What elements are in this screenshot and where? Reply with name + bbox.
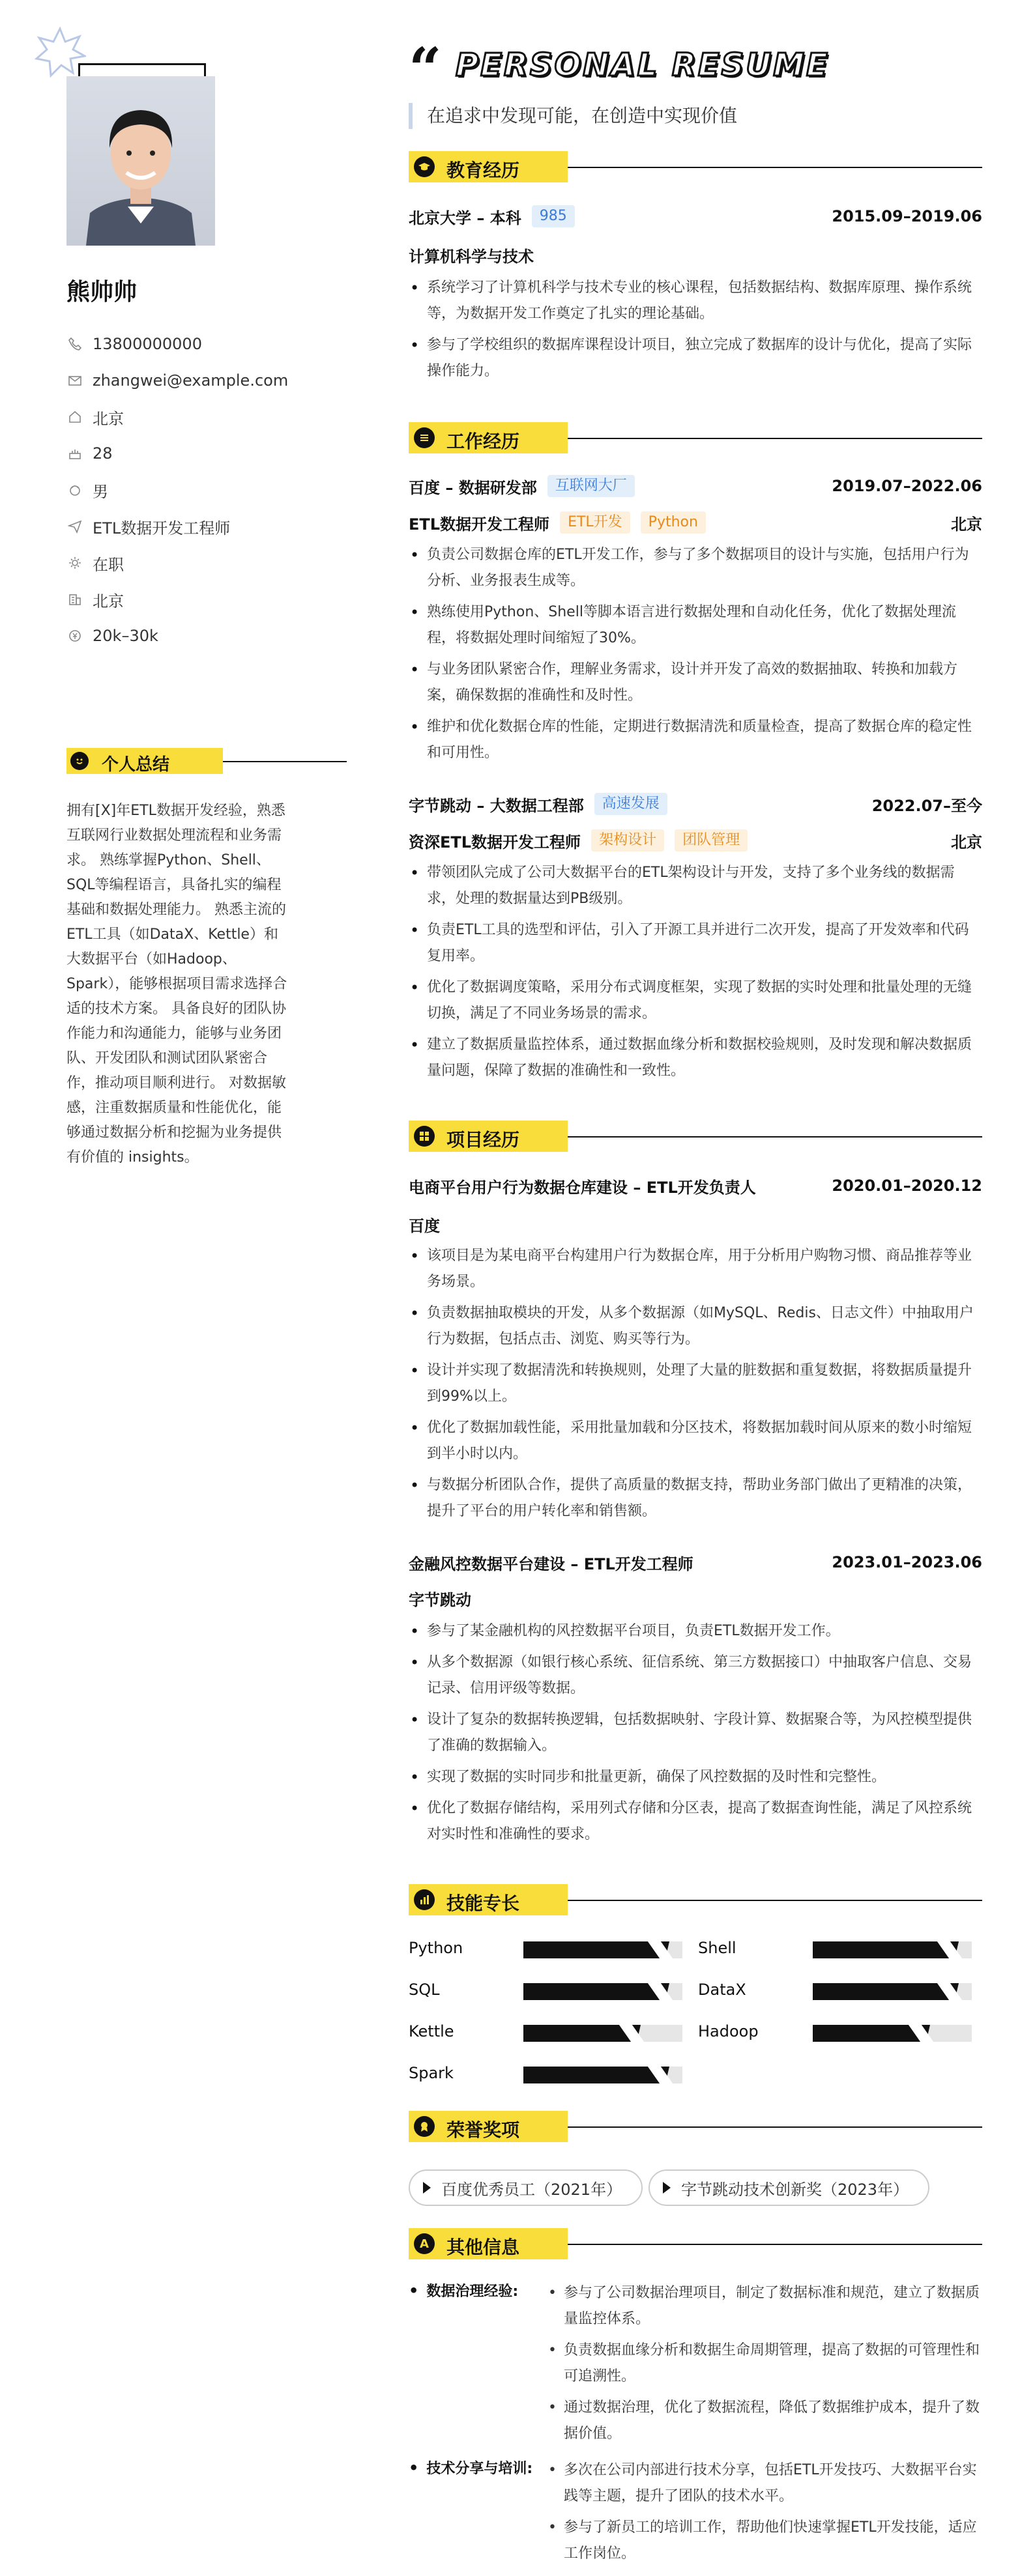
home-icon <box>66 408 83 425</box>
info-gender <box>66 472 301 508</box>
skill-tag: 团队管理 <box>675 829 748 852</box>
list-item: • 实现了数据的实时同步和批量更新，确保了风控数据的及时性和完整性。 <box>409 1764 982 1790</box>
status-text: 在职 <box>93 555 124 574</box>
send-icon <box>66 518 83 535</box>
other-section-header <box>409 2228 982 2259</box>
award-item <box>409 2169 643 2206</box>
list-item: • 维护和优化数据仓库的性能，定期进行数据清洗和质量检查，提高了数据仓库的稳定性和可用性。 <box>409 714 982 766</box>
job-city: 北京 <box>951 833 982 852</box>
school-tag: 985 <box>532 205 575 227</box>
job-role: ETL数据开发工程师 <box>409 515 550 534</box>
project-row <box>409 1549 982 1575</box>
city-text: 北京 <box>93 409 124 428</box>
other-title: 其他信息 <box>446 2237 520 2258</box>
list-item: • 该项目是为某电商平台构建用户行为数据仓库，用于分析用户购物习惯、商品推荐等业务场景。 <box>409 1243 982 1295</box>
project-bullets <box>409 1618 982 1853</box>
list-item: • 建立了数据质量监控体系，通过数据血缘分析和数据校验规则，及时发现和解决数据质量问题，保障了数据的准确性和一致性。 <box>409 1032 982 1084</box>
other-key: • 技术分享与培训: <box>409 2457 546 2478</box>
school-name: 北京大学 – 本科 <box>409 208 521 227</box>
job-row <box>409 791 982 817</box>
skills-section-header <box>409 1884 982 1915</box>
list-item: • 多次在公司内部进行技术分享，包括ETL开发技巧、大数据平台实践等主题，提升了团队的技术水平。 <box>546 2457 982 2510</box>
phone-icon <box>66 336 83 352</box>
job-bullets <box>409 542 982 771</box>
skill-bar-fill <box>523 1983 669 2000</box>
skill-bar-fill <box>523 1941 669 1958</box>
summary-title: 个人总结 <box>102 755 170 775</box>
company-tag: 高速发展 <box>594 793 667 815</box>
building-icon <box>66 591 83 608</box>
job-row <box>409 473 982 499</box>
grid-icon <box>414 1126 435 1147</box>
info-phone <box>66 326 301 362</box>
skill-name: Spark <box>409 2064 454 2082</box>
other-item <box>409 2280 982 2463</box>
skill-name: Hadoop <box>698 2022 759 2040</box>
project-org: 字节跳动 <box>409 1591 471 1609</box>
skill-bar-fill <box>813 1983 959 2000</box>
smile-icon <box>70 752 89 770</box>
skill-item <box>698 1978 978 2004</box>
skill-item <box>409 1936 689 1962</box>
list-item: • 负责数据血缘分析和数据生命周期管理，提高了数据的可管理性和可追溯性。 <box>546 2338 982 2390</box>
letter-a-icon: A <box>414 2233 435 2254</box>
skill-name: Shell <box>698 1939 736 1957</box>
list-item: • 参与了某金融机构的风控数据平台项目，负责ETL数据开发工作。 <box>409 1618 982 1644</box>
info-status <box>66 545 301 581</box>
project-date: 2023.01–2023.06 <box>832 1553 982 1571</box>
list-item: • 设计并实现了数据清洗和转换规则，处理了大量的脏数据和重复数据，将数据质量提升到99%以上。 <box>409 1358 982 1410</box>
education-major: 计算机科学与技术 <box>409 248 534 266</box>
skill-bar-track <box>523 1941 682 1958</box>
list-item: • 与业务团队紧密合作，理解业务需求，设计并开发了高效的数据抽取、转换和加载方案，确保数据的准确性和及时性。 <box>409 657 982 709</box>
location-text: 北京 <box>93 592 124 610</box>
list-item: • 从多个数据源（如银行核心系统、征信系统、第三方数据接口）中抽取客户信息、交易记录、信用评级等数据。 <box>409 1650 982 1702</box>
project-name: 电商平台用户行为数据仓库建设 – ETL开发负责人 <box>409 1178 756 1197</box>
company-name: 百度 – 数据研发部 <box>409 478 537 497</box>
skill-bar-track <box>813 2025 972 2042</box>
graduation-cap-icon <box>414 156 435 177</box>
work-section-header <box>409 422 982 453</box>
info-salary <box>66 618 301 654</box>
education-date: 2015.09–2019.06 <box>832 207 982 225</box>
list-item: • 参与了学校组织的数据库课程设计项目，独立完成了数据库的设计与优化，提高了实际操作能力。 <box>409 332 982 384</box>
salary-text: 20k–30k <box>93 627 158 645</box>
skill-item <box>409 2020 689 2046</box>
play-icon <box>663 2182 671 2194</box>
award-text: 字节跳动技术创新奖（2023年） <box>681 2180 909 2199</box>
list-item: • 参与了公司数据治理项目，制定了数据标准和规范，建立了数据质量监控体系。 <box>546 2280 982 2332</box>
info-city <box>66 399 301 435</box>
list-item: • 优化了数据加载性能，采用批量加载和分区技术，将数据加载时间从原来的数小时缩短到半小时以内。 <box>409 1415 982 1467</box>
list-item: • 熟练使用Python、Shell等脚本语言进行数据处理和自动化任务，优化了数据处理流程，将数据处理时间缩短了30%。 <box>409 599 982 651</box>
skill-item <box>409 2061 689 2087</box>
summary-text: 拥有[X]年ETL数据开发经验，熟悉互联网行业数据处理流程和业务需求。 熟练掌握Python、Shell、SQL等编程语言，具备扎实的编程基础和数据处理能力。 熟悉主流的ETL工具（如DataX、Kettle）和大数据平台（如Hadoop、Spark），能够根据项目需求选择合适的技术方案。 具备良好的团队协作能力和沟通能力，能够与业务团队、开发团队和测试团队紧密合作，推动项目顺利进行。 对数据敏感，注重数据质量和性能优化，能够通过数据分析和挖掘为业务提供有价值的 insights。 <box>66 803 287 1166</box>
job-bullets <box>409 860 982 1089</box>
job-date: 2022.07–至今 <box>871 796 982 815</box>
gender-icon <box>66 481 83 498</box>
skill-name: SQL <box>409 1981 440 1999</box>
award-item <box>649 2169 929 2206</box>
skill-name: DataX <box>698 1981 746 1999</box>
skill-bar-track <box>523 2067 682 2083</box>
sidebar <box>0 0 365 2576</box>
other-key: • 数据治理经验: <box>409 2280 546 2300</box>
info-location <box>66 581 301 618</box>
education-bullets <box>409 275 982 390</box>
education-section-header <box>409 151 982 182</box>
email-text: zhangwei@example.com <box>93 371 289 390</box>
skill-tag: Python <box>641 511 706 534</box>
menu-icon <box>414 427 435 448</box>
award-text: 百度优秀员工（2021年） <box>441 2180 622 2199</box>
list-item: • 带领团队完成了公司大数据平台的ETL架构设计与开发，支持了多个业务线的数据需求，处理的数据量达到PB级别。 <box>409 860 982 912</box>
resume-subtitle: 在追求中发现可能，在创造中实现价值 <box>409 103 737 129</box>
project-org: 百度 <box>409 1217 440 1235</box>
job-date: 2019.07–2022.06 <box>832 477 982 495</box>
skill-bar-fill <box>813 1941 959 1958</box>
list-item: • 系统学习了计算机科学与技术专业的核心课程，包括数据结构、数据库原理、操作系统等，为数据开发工作奠定了扎实的理论基础。 <box>409 275 982 327</box>
skill-bar-track <box>523 2025 682 2042</box>
skill-item <box>698 2020 978 2046</box>
skill-bar-track <box>813 1941 972 1958</box>
list-item: • 负责数据抽取模块的开发，从多个数据源（如MySQL、Redis、日志文件）中抽取用户行为数据，包括点击、浏览、购买等行为。 <box>409 1300 982 1352</box>
list-item: • 优化了数据调度策略，采用分布式调度框架，实现了数据的实时处理和批量处理的无缝切换，满足了不同业务场景的需求。 <box>409 975 982 1027</box>
skill-tag: ETL开发 <box>560 511 630 534</box>
list-item: • 负责ETL工具的选型和评估，引入了开源工具并进行二次开发，提高了开发效率和代码复用率。 <box>409 917 982 969</box>
phone-text: 13800000000 <box>93 335 202 353</box>
contact-info <box>66 326 301 654</box>
skill-tag: 架构设计 <box>591 829 664 852</box>
awards-section-header <box>409 2111 982 2142</box>
project-date: 2020.01–2020.12 <box>832 1177 982 1195</box>
job-role: 资深ETL数据开发工程师 <box>409 833 581 852</box>
job-role-row <box>409 509 982 536</box>
summary-section-header <box>66 748 282 774</box>
project-row <box>409 1173 982 1199</box>
bar-chart-icon <box>414 1889 435 1910</box>
status-icon <box>66 554 83 571</box>
info-job <box>66 508 301 545</box>
job-city: 北京 <box>951 515 982 534</box>
work-title: 工作经历 <box>446 431 520 452</box>
list-item: • 通过数据治理，优化了数据流程，降低了数据维护成本，提升了数据价值。 <box>546 2395 982 2447</box>
project-bullets <box>409 1243 982 1530</box>
award-icon <box>414 2116 435 2137</box>
skill-name: Kettle <box>409 2022 454 2040</box>
job-text: ETL数据开发工程师 <box>93 519 231 537</box>
other-item <box>409 2457 982 2575</box>
other-points <box>546 2280 982 2452</box>
skill-bar-track <box>523 1983 682 2000</box>
projects-title: 项目经历 <box>446 1129 520 1151</box>
list-item: • 负责公司数据仓库的ETL开发工作，参与了多个数据项目的设计与实施，包括用户行为分析、业务报表生成等。 <box>409 542 982 594</box>
skill-name: Python <box>409 1939 463 1957</box>
list-item: • 与数据分析团队合作，提供了高质量的数据支持，帮助业务部门做出了更精准的决策，提升了平台的用户转化率和销售额。 <box>409 1472 982 1524</box>
quote-mark: “ <box>409 35 442 102</box>
skill-bar-fill <box>523 2067 669 2083</box>
skill-bar-track <box>813 1983 972 2000</box>
age-icon <box>66 445 83 462</box>
info-email <box>66 362 301 399</box>
candidate-name: 熊帅帅 <box>66 279 138 306</box>
awards-title: 荣誉奖项 <box>446 2119 520 2141</box>
company-tag: 互联网大厂 <box>547 475 635 497</box>
skill-item <box>409 1978 689 2004</box>
gender-text: 男 <box>93 482 108 501</box>
skills-title: 技能专长 <box>446 1893 520 1914</box>
education-title: 教育经历 <box>446 160 520 181</box>
job-role-row <box>409 827 982 853</box>
list-item: • 设计了复杂的数据转换逻辑，包括数据映射、字段计算、数据聚合等，为风控模型提供了准确的数据输入。 <box>409 1707 982 1759</box>
company-name: 字节跳动 – 大数据工程部 <box>409 796 584 815</box>
salary-icon <box>66 627 83 644</box>
list-item: • 优化了数据存储结构，采用列式存储和分区表，提高了数据查询性能，满足了风控系统对实时性和准确性的要求。 <box>409 1796 982 1848</box>
other-points <box>546 2457 982 2572</box>
avatar <box>66 76 215 246</box>
education-row <box>409 203 982 229</box>
play-icon <box>423 2182 431 2194</box>
resume-title: PERSONAL RESUME <box>456 47 830 83</box>
project-name: 金融风控数据平台建设 – ETL开发工程师 <box>409 1554 693 1573</box>
age-text: 28 <box>93 444 113 463</box>
skill-item <box>698 1936 978 1962</box>
list-item: • 参与了新员工的培训工作，帮助他们快速掌握ETL开发技能，适应工作岗位。 <box>546 2515 982 2567</box>
mail-icon <box>66 372 83 389</box>
info-age <box>66 435 301 472</box>
projects-section-header <box>409 1121 982 1152</box>
